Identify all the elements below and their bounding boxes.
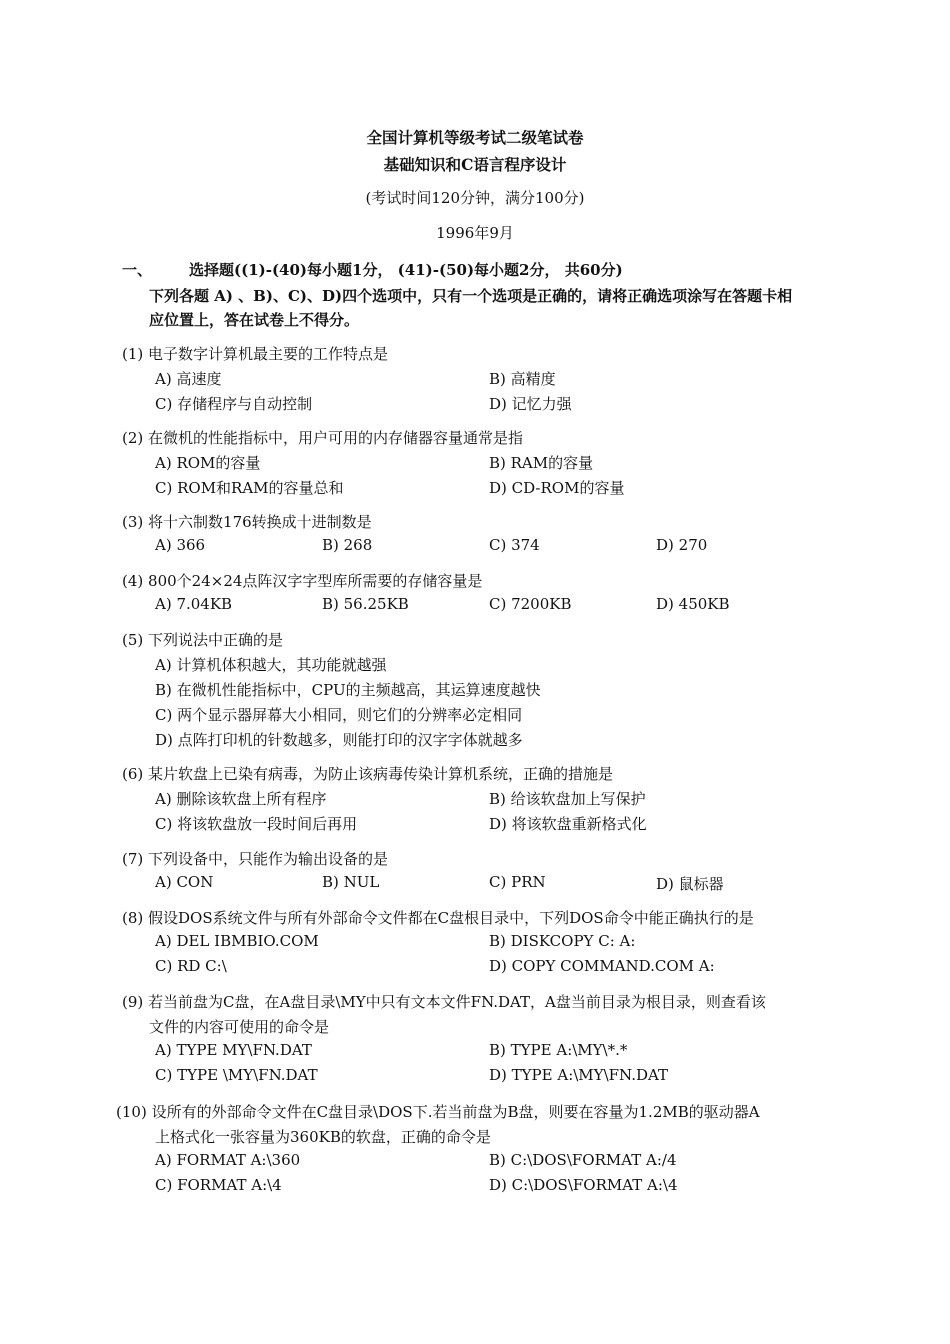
option-c: C) 存储程序与自动控制 xyxy=(155,395,313,413)
option-b: B) 高精度 xyxy=(489,370,556,388)
option-a: A) FORMAT A:\360 xyxy=(155,1151,301,1169)
question-text: 将十六制数176转换成十进制数是 xyxy=(148,513,372,531)
option-c: C) 374 xyxy=(489,536,540,554)
option-b: B) 在微机性能指标中，CPU的主频越高，其运算速度越快 xyxy=(155,681,541,699)
option-b: B) NUL xyxy=(322,873,380,891)
option-c: C) 将该软盘放一段时间后再用 xyxy=(155,815,358,833)
option-c: C) 两个显示器屏幕大小相同，则它们的分辨率必定相同 xyxy=(155,706,523,724)
option-d: D) COPY COMMAND.COM A: xyxy=(489,957,715,975)
exam-time-note: (考试时间120分钟，满分100分) xyxy=(365,189,585,207)
exam-date: 1996年9月 xyxy=(436,224,514,242)
question-number: (6) xyxy=(122,765,144,783)
question-number: (4) xyxy=(122,572,144,590)
exam-subtitle: 基础知识和C语言程序设计 xyxy=(383,155,567,174)
option-c: C) 7200KB xyxy=(489,595,572,613)
question-text-continued: 文件的内容可使用的命令是 xyxy=(149,1018,330,1036)
option-b: B) 给该软盘加上写保护 xyxy=(489,790,646,808)
option-b: B) 268 xyxy=(322,536,373,554)
option-a: A) TYPE MY\FN.DAT xyxy=(155,1041,312,1059)
option-c: C) TYPE \MY\FN.DAT xyxy=(155,1066,318,1084)
option-a: A) 计算机体积越大，其功能就越强 xyxy=(155,656,387,674)
option-a: A) 删除该软盘上所有程序 xyxy=(155,790,327,808)
option-b: B) 56.25KB xyxy=(322,595,409,613)
question-text: 某片软盘上已染有病毒，为防止该病毒传染计算机系统，正确的措施是 xyxy=(148,765,614,783)
question-number: (9) xyxy=(122,993,144,1011)
question-text: 若当前盘为C盘，在A盘目录\MY中只有文本文件FN.DAT，A盘当前目录为根目录，则查看该 xyxy=(148,993,766,1011)
option-d: D) 记忆力强 xyxy=(489,395,572,413)
section-number: 一、 xyxy=(122,261,153,279)
question-text: 下列设备中，只能作为输出设备的是 xyxy=(148,850,389,868)
option-c: C) PRN xyxy=(489,873,546,891)
option-d: D) C:\DOS\FORMAT A:\4 xyxy=(489,1176,678,1194)
option-a: A) CON xyxy=(155,873,214,891)
question-text: 在微机的性能指标中，用户可用的内存储器容量通常是指 xyxy=(148,429,524,447)
question-number: (7) xyxy=(122,850,144,868)
option-d: D) 点阵打印机的针数越多，则能打印的汉字字体就越多 xyxy=(155,731,523,749)
option-a: A) ROM的容量 xyxy=(155,454,261,472)
option-a: A) 366 xyxy=(155,536,206,554)
question-text: 电子数字计算机最主要的工作特点是 xyxy=(148,345,389,363)
option-a: A) 7.04KB xyxy=(155,595,233,613)
option-d: D) 鼠标器 xyxy=(656,875,724,893)
option-b: B) RAM的容量 xyxy=(489,454,594,472)
option-a: A) DEL IBMBIO.COM xyxy=(155,932,319,950)
question-number: (10) xyxy=(116,1103,147,1121)
option-a: A) 高速度 xyxy=(155,370,222,388)
exam-title: 全国计算机等级考试二级笔试卷 xyxy=(366,128,584,147)
question-number: (8) xyxy=(122,909,144,927)
question-number: (1) xyxy=(122,345,144,363)
option-c: C) ROM和RAM的容量总和 xyxy=(155,479,344,497)
question-text-continued: 上格式化一张容量为360KB的软盘，正确的命令是 xyxy=(155,1128,491,1146)
option-d: D) TYPE A:\MY\FN.DAT xyxy=(489,1066,669,1084)
question-text: 下列说法中正确的是 xyxy=(148,631,284,649)
section-instruction-line2: 应位置上，答在试卷上不得分。 xyxy=(149,311,360,329)
question-text: 假设DOS系统文件与所有外部命令文件都在C盘根目录中，下列DOS命令中能正确执行的是 xyxy=(148,909,754,927)
option-d: D) CD-ROM的容量 xyxy=(489,479,625,497)
option-d: D) 450KB xyxy=(656,595,730,613)
option-b: B) DISKCOPY C: A: xyxy=(489,932,636,950)
question-number: (3) xyxy=(122,513,144,531)
option-c: C) FORMAT A:\4 xyxy=(155,1176,282,1194)
question-text: 800个24×24点阵汉字字型库所需要的存储容量是 xyxy=(148,572,483,590)
option-d: D) 270 xyxy=(656,536,708,554)
option-b: B) TYPE A:\MY\*.* xyxy=(489,1041,628,1059)
question-number: (5) xyxy=(122,631,144,649)
option-d: D) 将该软盘重新格式化 xyxy=(489,815,647,833)
option-b: B) C:\DOS\FORMAT A:/4 xyxy=(489,1151,677,1169)
section-instruction-line1: 下列各题 A) 、B)、C)、D)四个选项中，只有一个选项是正确的，请将正确选项涂写在答题卡相 xyxy=(149,287,793,305)
question-text: 设所有的外部命令文件在C盘目录\DOS下.若当前盘为B盘，则要在容量为1.2MB的驱动器A xyxy=(151,1103,760,1121)
option-c: C) RD C:\ xyxy=(155,957,227,975)
question-number: (2) xyxy=(122,429,144,447)
section-heading: 选择题((1)-(40)每小题1分， (41)-(50)每小题2分， 共60分) xyxy=(189,261,623,279)
